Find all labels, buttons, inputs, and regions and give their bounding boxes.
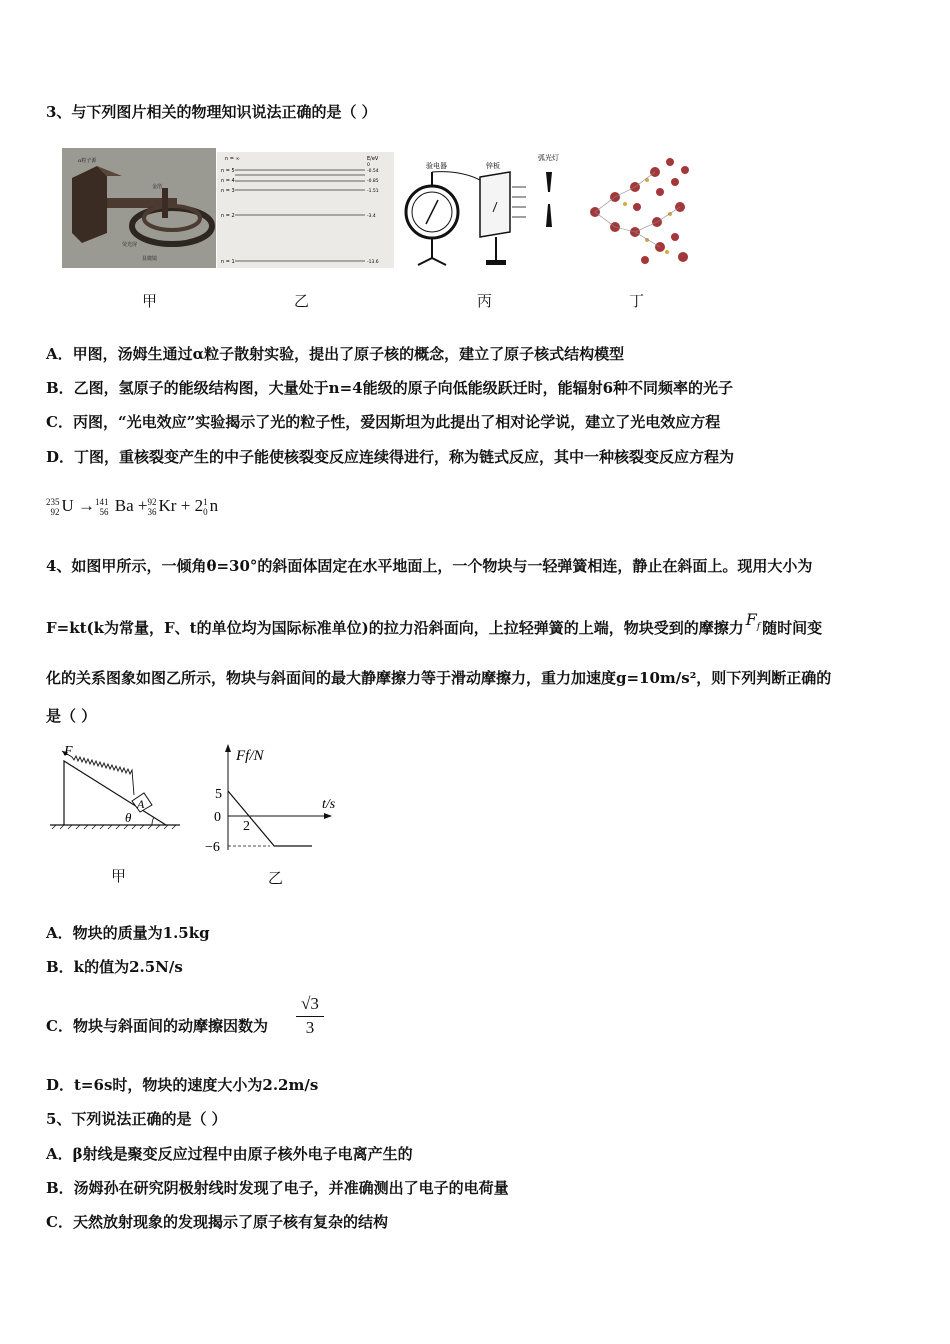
caption-bing: 丙 [477,292,493,310]
energy-unit-label: E/eV [367,156,379,162]
q5-option-c: C．天然放射现象的发现揭示了原子核有复杂的结构 [46,1213,388,1231]
q4-line-2 [46,610,823,645]
photoelectric-apparatus-image [400,152,580,270]
level-label-3: n = 3 [221,188,235,194]
energy-value-inf: 0 [367,163,370,168]
label-zinc-plate: 锌板 [486,162,500,170]
tick-minus-6: −6 [205,840,220,855]
q4-option-b: B．k的值为2.5N/s [46,958,183,976]
kr-symbol: Kr [158,496,177,515]
energy-value-4: -0.85 [367,179,379,184]
caption-q4-yi: 乙 [268,869,284,887]
q3-option-c: C．丙图，“光电效应”实验揭示了光的粒子性，爱因斯坦为此提出了相对论学说，建立了光电效应方程 [46,413,721,431]
caption-q4-jia: 甲 [111,867,127,885]
q3-option-d: D．丁图，重核裂变产生的中子能使核裂变反应连续得进行，称为链式反应，其中一种核裂变反应方程为 [46,448,735,466]
level-label-1: n = 1 [221,259,235,265]
x-axis-label: t/s [322,797,336,812]
q4-option-c: C．物块与斜面间的动摩擦因数为 [46,1017,268,1035]
level-label-4: n = 4 [221,178,235,184]
tick-5: 5 [215,787,222,802]
q5-stem: 5、下列说法正确的是（ ） [46,1110,227,1128]
q4-line-3: 化的关系图象如图乙所示，物块与斜面间的最大静摩擦力等于滑动摩擦力，重力加速度g=10m/s²，则下列判断正确的 [46,669,832,687]
angle-label: θ [125,810,132,825]
level-label-inf: n = ∞ [225,156,240,162]
energy-value-2: -3.4 [367,214,376,219]
q4-line-2-text: F=kt(k为常量，F、t的单位均为国际标准单位)的拉力沿斜面向，上拉轻弹簧的上端，物块受到的摩擦力 [46,619,744,637]
energy-value-1: -13.6 [367,260,379,265]
energy-value-3: -1.51 [367,189,379,194]
q4-line-1: 4、如图甲所示，一倾角θ=30°的斜面体固定在水平地面上，一个物块与一轻弹簧相连，静止在斜面上。现用大小为 [46,557,813,575]
friction-time-graph [200,740,350,860]
label-microscope: 显微镜 [142,256,158,262]
q3-stem: 3、与下列图片相关的物理知识说法正确的是（ ） [46,103,377,121]
friction-series-line [228,791,312,846]
level-label-2: n = 2 [221,213,235,219]
rutherford-apparatus-image [62,148,216,268]
reaction-arrow: → [78,496,96,515]
force-label: F [64,745,73,759]
label-screen: 荧光屏 [122,242,138,248]
q3-option-b: B．乙图，氢原子的能级结构图，大量处于n=4能级的原子向低能级跃迁时，能辐射6种不同频率的光子 [46,379,734,397]
neutron-coef: 2 [194,496,204,515]
chain-reaction-image [575,152,700,270]
plus-sign-2: + [180,496,191,515]
incline-diagram [48,745,188,835]
label-arc-lamp: 弧光灯 [538,154,559,162]
u-symbol: U [61,496,74,515]
n-symbol: n [209,496,219,515]
label-alpha-source: α粒子源 [78,158,97,164]
u-numbers: 235 92 [46,497,60,518]
level-label-5: n = 5 [221,168,235,174]
kr-numbers: 92 36 [147,497,157,518]
q4-option-a: A．物块的质量为1.5kg [46,924,210,942]
n-numbers: 1 0 [203,497,208,518]
block-label: A [137,797,145,811]
label-gold-foil: 金箔 [152,184,163,190]
tick-2: 2 [243,819,250,834]
q3-option-a: A．甲图，汤姆生通过α粒子散射实验，提出了原子核的概念，建立了原子核式结构模型 [46,345,625,363]
label-electroscope: 验电器 [426,162,447,170]
y-axis-arrow [225,744,231,752]
fraction-sqrt3-over-3: √3 3 [296,992,324,1039]
caption-yi: 乙 [294,292,310,310]
caption-ding: 丁 [629,292,645,310]
x-axis-arrow [324,813,332,819]
tick-0: 0 [214,810,221,825]
q4-option-d: D．t=6s时，物块的速度大小为2.2m/s [46,1076,319,1094]
q4-line-4: 是（ ） [46,707,97,725]
caption-jia: 甲 [142,292,158,310]
ba-symbol: Ba [114,496,134,515]
fission-equation [46,496,218,517]
energy-level-diagram [217,152,394,268]
y-axis-label: Ff/N [236,748,264,764]
q5-option-b: B．汤姆孙在研究阴极射线时发现了电子，并准确测出了电子的电荷量 [46,1179,509,1197]
q4-line-2-end: 随时间变 [762,619,823,637]
ba-numbers: 141 56 [95,497,109,518]
plus-sign-1: + [137,496,148,515]
energy-value-5: -0.54 [367,169,379,174]
friction-symbol: $F_f$ [745,610,761,633]
q5-option-a: A．β射线是聚变反应过程中由原子核外电子电离产生的 [46,1145,413,1163]
